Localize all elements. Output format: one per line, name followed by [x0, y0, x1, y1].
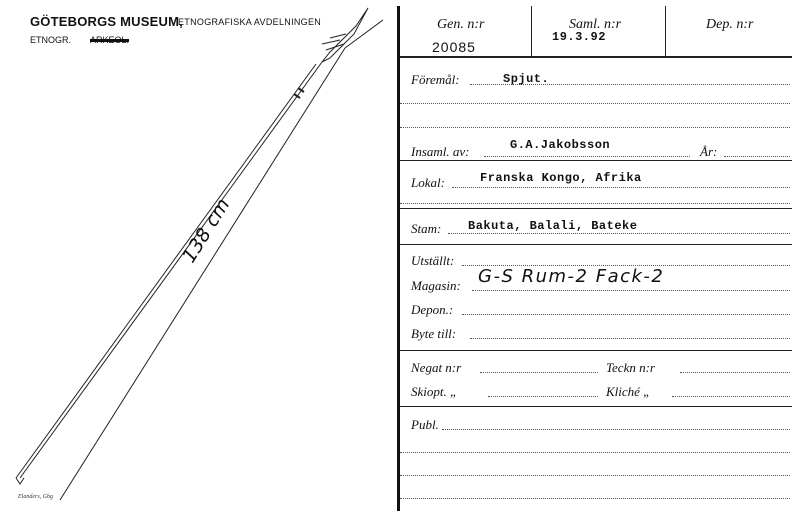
gen-value: 20085	[432, 39, 476, 55]
foremal-label: Föremål:	[411, 72, 460, 87]
kliche-label: Kliché „	[606, 384, 651, 399]
entry-line	[400, 203, 790, 204]
depon-label: Depon.:	[411, 302, 454, 317]
entry-line	[400, 498, 790, 499]
card-border	[397, 6, 400, 511]
entry-line	[480, 372, 598, 373]
entry-line	[680, 372, 790, 373]
insaml-label: Insaml. av:	[411, 144, 470, 159]
row-line	[400, 160, 792, 161]
magasin-value: G-S Rum-2 Fack-2	[478, 266, 665, 287]
magasin-label: Magasin:	[411, 278, 461, 293]
saml-label: Saml. n:r	[569, 17, 622, 32]
dep-label: Dep. n:r	[706, 17, 754, 32]
skiopt-label: Skiopt. „	[411, 384, 458, 399]
museum-name: GÖTEBORGS MUSEUM,	[30, 14, 183, 29]
entry-line	[672, 396, 790, 397]
ar-label: År:	[700, 144, 718, 159]
entry-line	[462, 314, 790, 315]
insaml-value: G.A.Jakobsson	[510, 138, 611, 152]
entry-line	[484, 156, 690, 157]
measure-line	[345, 20, 383, 48]
utstallt-label: Utställt:	[411, 253, 455, 268]
header-divider	[665, 6, 666, 56]
byte-label: Byte till:	[411, 326, 457, 341]
stam-label: Stam:	[411, 221, 442, 236]
entry-line	[400, 475, 790, 476]
entry-line	[724, 156, 790, 157]
entry-line	[470, 338, 790, 339]
spearhead	[322, 8, 368, 62]
entry-line	[400, 127, 790, 128]
etnogr-label: ETNOGR.	[30, 35, 72, 45]
entry-line	[448, 233, 790, 234]
entry-line	[488, 396, 598, 397]
lokal-label: Lokal:	[411, 175, 445, 190]
row-line	[400, 244, 792, 245]
entry-line	[472, 290, 790, 291]
row-line	[400, 406, 792, 407]
stam-value: Bakuta, Balali, Bateke	[468, 219, 638, 233]
row-line	[400, 350, 792, 351]
gen-label: Gen. n:r	[437, 17, 485, 32]
publ-label: Publ.	[411, 417, 439, 432]
header-divider	[531, 6, 532, 56]
saml-value: 19.3.92	[552, 30, 606, 44]
length-annotation: 138 cm	[178, 194, 235, 267]
row-line	[400, 208, 792, 209]
foremal-value: Spjut.	[503, 72, 550, 86]
department-name: ETNOGRAFISKA AVDELNINGEN	[178, 17, 322, 27]
negat-label: Negat n:r	[411, 360, 462, 375]
lokal-value: Franska Kongo, Afrika	[480, 171, 642, 185]
entry-line	[442, 429, 790, 430]
entry-line	[400, 103, 790, 104]
struck-label: ARKEOL.	[90, 35, 130, 45]
printer-imprint: Elanders, Gbg	[18, 494, 53, 500]
entry-line	[400, 452, 790, 453]
row-line	[400, 56, 792, 58]
entry-line	[452, 187, 790, 188]
teckn-label: Teckn n:r	[606, 360, 655, 375]
